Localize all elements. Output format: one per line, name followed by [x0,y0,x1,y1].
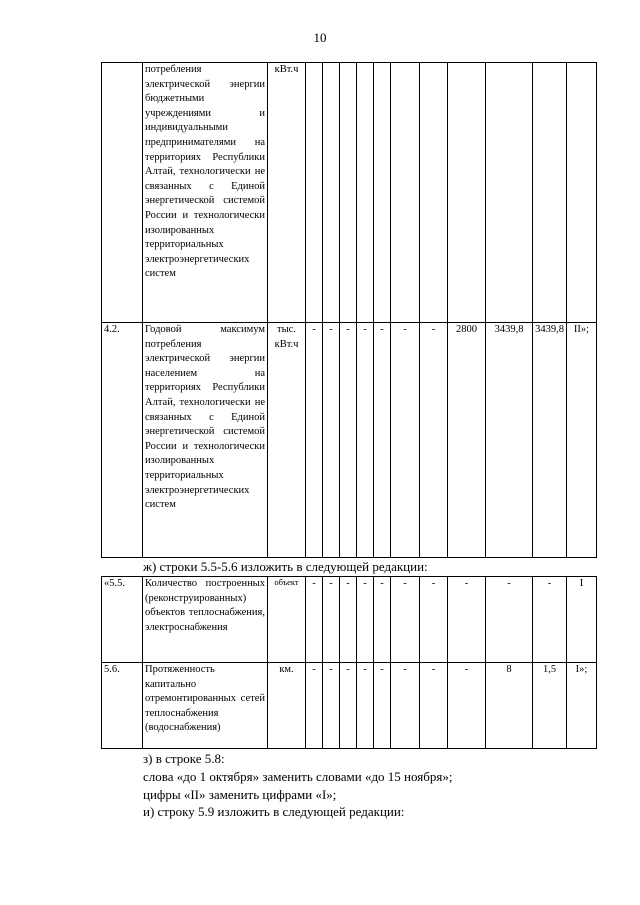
amendment-item-i: и) строку 5.9 изложить в следующей редакции: [143,804,405,819]
value-cell: 3439,8 [533,323,567,558]
value-cell [448,63,486,323]
value-cell: - [357,663,374,749]
value-cell: - [340,577,357,663]
value-cell: - [357,323,374,558]
value-cell: - [323,577,340,663]
value-cell [357,63,374,323]
table-row [102,663,597,749]
value-cell [420,63,448,323]
row-number [102,63,143,323]
value-cell: - [374,323,391,558]
indicator-table-upper [101,62,597,558]
amendment-heading-zh: ж) строки 5.5-5.6 изложить в следующей редакции: [143,559,428,574]
amendment-text-line: цифры «II» заменить цифрами «I»; [143,787,337,802]
row-number: 4.2. [102,323,143,558]
value-cell: 1,5 [533,663,567,749]
row-number: «5.5. [102,577,143,663]
value-cell [567,63,597,323]
value-cell: - [374,577,391,663]
value-cell: - [306,323,323,558]
unit-of-measure: тыс. кВт.ч [268,323,306,558]
value-cell: - [340,663,357,749]
value-cell: I»; [567,663,597,749]
amendment-item-z: з) в строке 5.8: [143,751,225,766]
value-cell: - [391,663,420,749]
row-number: 5.6. [102,663,143,749]
value-cell: - [340,323,357,558]
value-cell: - [448,577,486,663]
unit-of-measure: объект [268,577,306,663]
amendment-text-line: слова «до 1 октября» заменить словами «до 15 ноября»; [143,769,453,784]
value-cell: - [323,323,340,558]
value-cell: 2800 [448,323,486,558]
value-cell: - [486,577,533,663]
unit-of-measure: кВт.ч [268,63,306,323]
value-cell: - [306,663,323,749]
indicator-name: Количество построенных (реконструированных) объектов теплоснабжения, электроснабжения [143,577,268,663]
unit-of-measure: км. [268,663,306,749]
value-cell: - [374,663,391,749]
table-row [102,323,597,558]
value-cell [391,63,420,323]
value-cell: 8 [486,663,533,749]
value-cell: - [533,577,567,663]
value-cell: II»; [567,323,597,558]
indicator-table-lower [101,576,597,749]
value-cell: - [391,323,420,558]
value-cell: - [323,663,340,749]
value-cell: - [420,577,448,663]
value-cell: - [306,577,323,663]
table-row [102,577,597,663]
value-cell: 3439,8 [486,323,533,558]
indicator-name: потребления электрической энергии бюджетными учреждениями и индивидуальными предпринимателями на территориях Республики Алтай, технологически не связанных с Единой энергетической системой России и технологически изолированных территориальных электроэнергетических систем [143,63,268,323]
value-cell: - [420,663,448,749]
value-cell [486,63,533,323]
value-cell [533,63,567,323]
value-cell: - [357,577,374,663]
value-cell: - [420,323,448,558]
value-cell [374,63,391,323]
value-cell: - [448,663,486,749]
value-cell [340,63,357,323]
value-cell [306,63,323,323]
value-cell [323,63,340,323]
page-number: 10 [313,30,327,45]
value-cell: - [391,577,420,663]
indicator-name: Годовой максимум потребления электрической энергии населением на территориях Республики Алтай, технологически не связанных с Единой энергетической системой России и технологически изолированных территориальных электроэнергетических систем [143,323,268,558]
value-cell: I [567,577,597,663]
table-row [102,63,597,323]
indicator-name: Протяженность капитально отремонтированных сетей теплоснабжения (водоснабжения) [143,663,268,749]
